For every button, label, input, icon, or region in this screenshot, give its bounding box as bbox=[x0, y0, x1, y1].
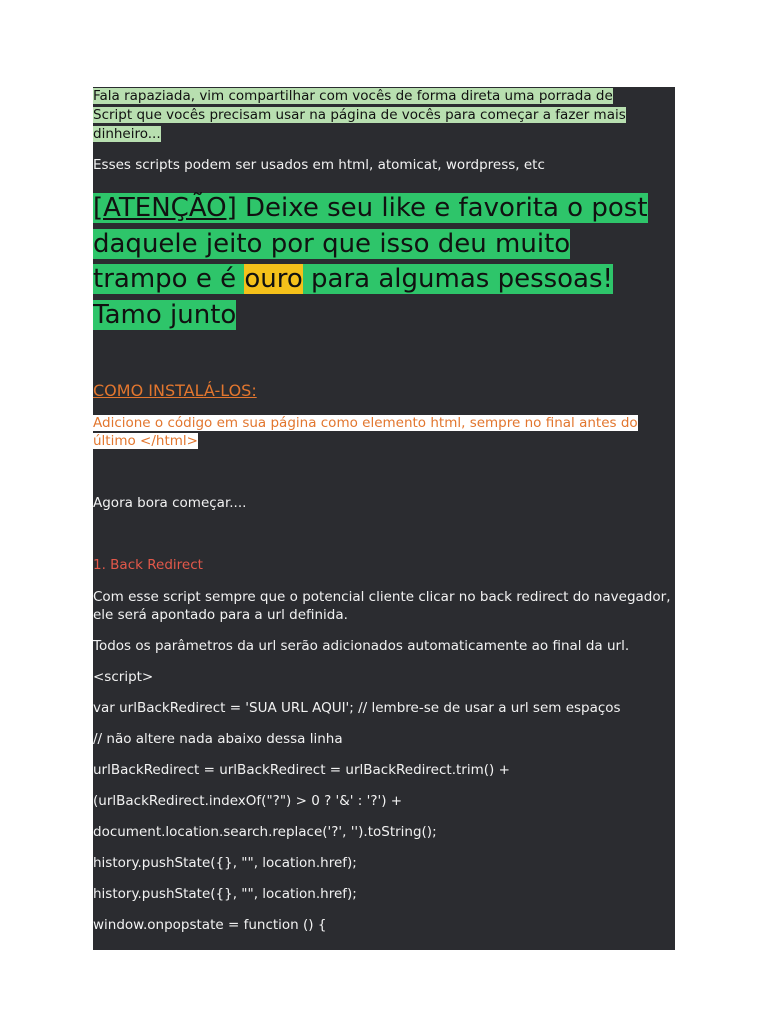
headline-line-4: Tamo junto bbox=[93, 299, 237, 330]
section-1-description bbox=[93, 588, 675, 624]
intro-line-2: Script que vocês precisam usar na página de vocês para começar a fazer mais bbox=[93, 107, 626, 123]
code-line: <script> bbox=[93, 669, 154, 685]
section-1-desc-line-1: Com esse script sempre que o potencial cliente clicar no back redirect do navegador, bbox=[93, 589, 671, 605]
attention-tag: [ATENÇÃO] bbox=[93, 193, 237, 223]
document-page bbox=[93, 87, 675, 950]
code-line: var urlBackRedirect = 'SUA URL AQUI'; // lembre-se de usar a url sem espaços bbox=[93, 700, 621, 716]
headline-line-3b: para algumas pessoas! bbox=[302, 264, 613, 294]
code-line: document.location.search.replace('?', '').toString(); bbox=[93, 824, 437, 840]
start-text: Agora bora começar.... bbox=[93, 495, 247, 511]
code-block bbox=[93, 668, 675, 934]
code-line: history.pushState({}, "", location.href); bbox=[93, 886, 357, 902]
install-title: COMO INSTALÁ-LOS: bbox=[93, 381, 257, 400]
headline-line-1: Deixe seu like e favorita o post bbox=[236, 193, 648, 223]
document-content bbox=[93, 87, 675, 934]
headline-line-2: daquele jeito por que isso deu muito bbox=[93, 228, 571, 259]
code-line: history.pushState({}, "", location.href); bbox=[93, 855, 357, 871]
section-1-params: Todos os parâmetros da url serão adicionados automaticamente ao final da url. bbox=[93, 638, 630, 654]
install-instruction-line-1: Adicione o código em sua página como elemento html, sempre no final antes do bbox=[93, 415, 638, 431]
section-1-desc-line-2: ele será apontado para a url definida. bbox=[93, 607, 348, 623]
install-instruction-line-2: último </html> bbox=[93, 433, 198, 449]
intro-line-3: dinheiro... bbox=[93, 126, 161, 142]
code-line: // não altere nada abaixo dessa linha bbox=[93, 731, 343, 747]
headline-gold-word: ouro bbox=[244, 264, 303, 294]
intro-paragraph bbox=[93, 87, 675, 144]
code-line: urlBackRedirect = urlBackRedirect = urlBackRedirect.trim() + bbox=[93, 762, 510, 778]
attention-headline bbox=[93, 191, 675, 333]
section-1-title: 1. Back Redirect bbox=[93, 557, 203, 573]
code-line: window.onpopstate = function () { bbox=[93, 917, 327, 933]
usage-text: Esses scripts podem ser usados em html, atomicat, wordpress, etc bbox=[93, 157, 545, 173]
install-instruction bbox=[93, 414, 675, 450]
code-line: (urlBackRedirect.indexOf("?") > 0 ? '&' : '?') + bbox=[93, 793, 403, 809]
intro-line-1: Fala rapaziada, vim compartilhar com vocês de forma direta uma porrada de bbox=[93, 88, 613, 104]
headline-line-3a: trampo e é bbox=[93, 264, 245, 294]
